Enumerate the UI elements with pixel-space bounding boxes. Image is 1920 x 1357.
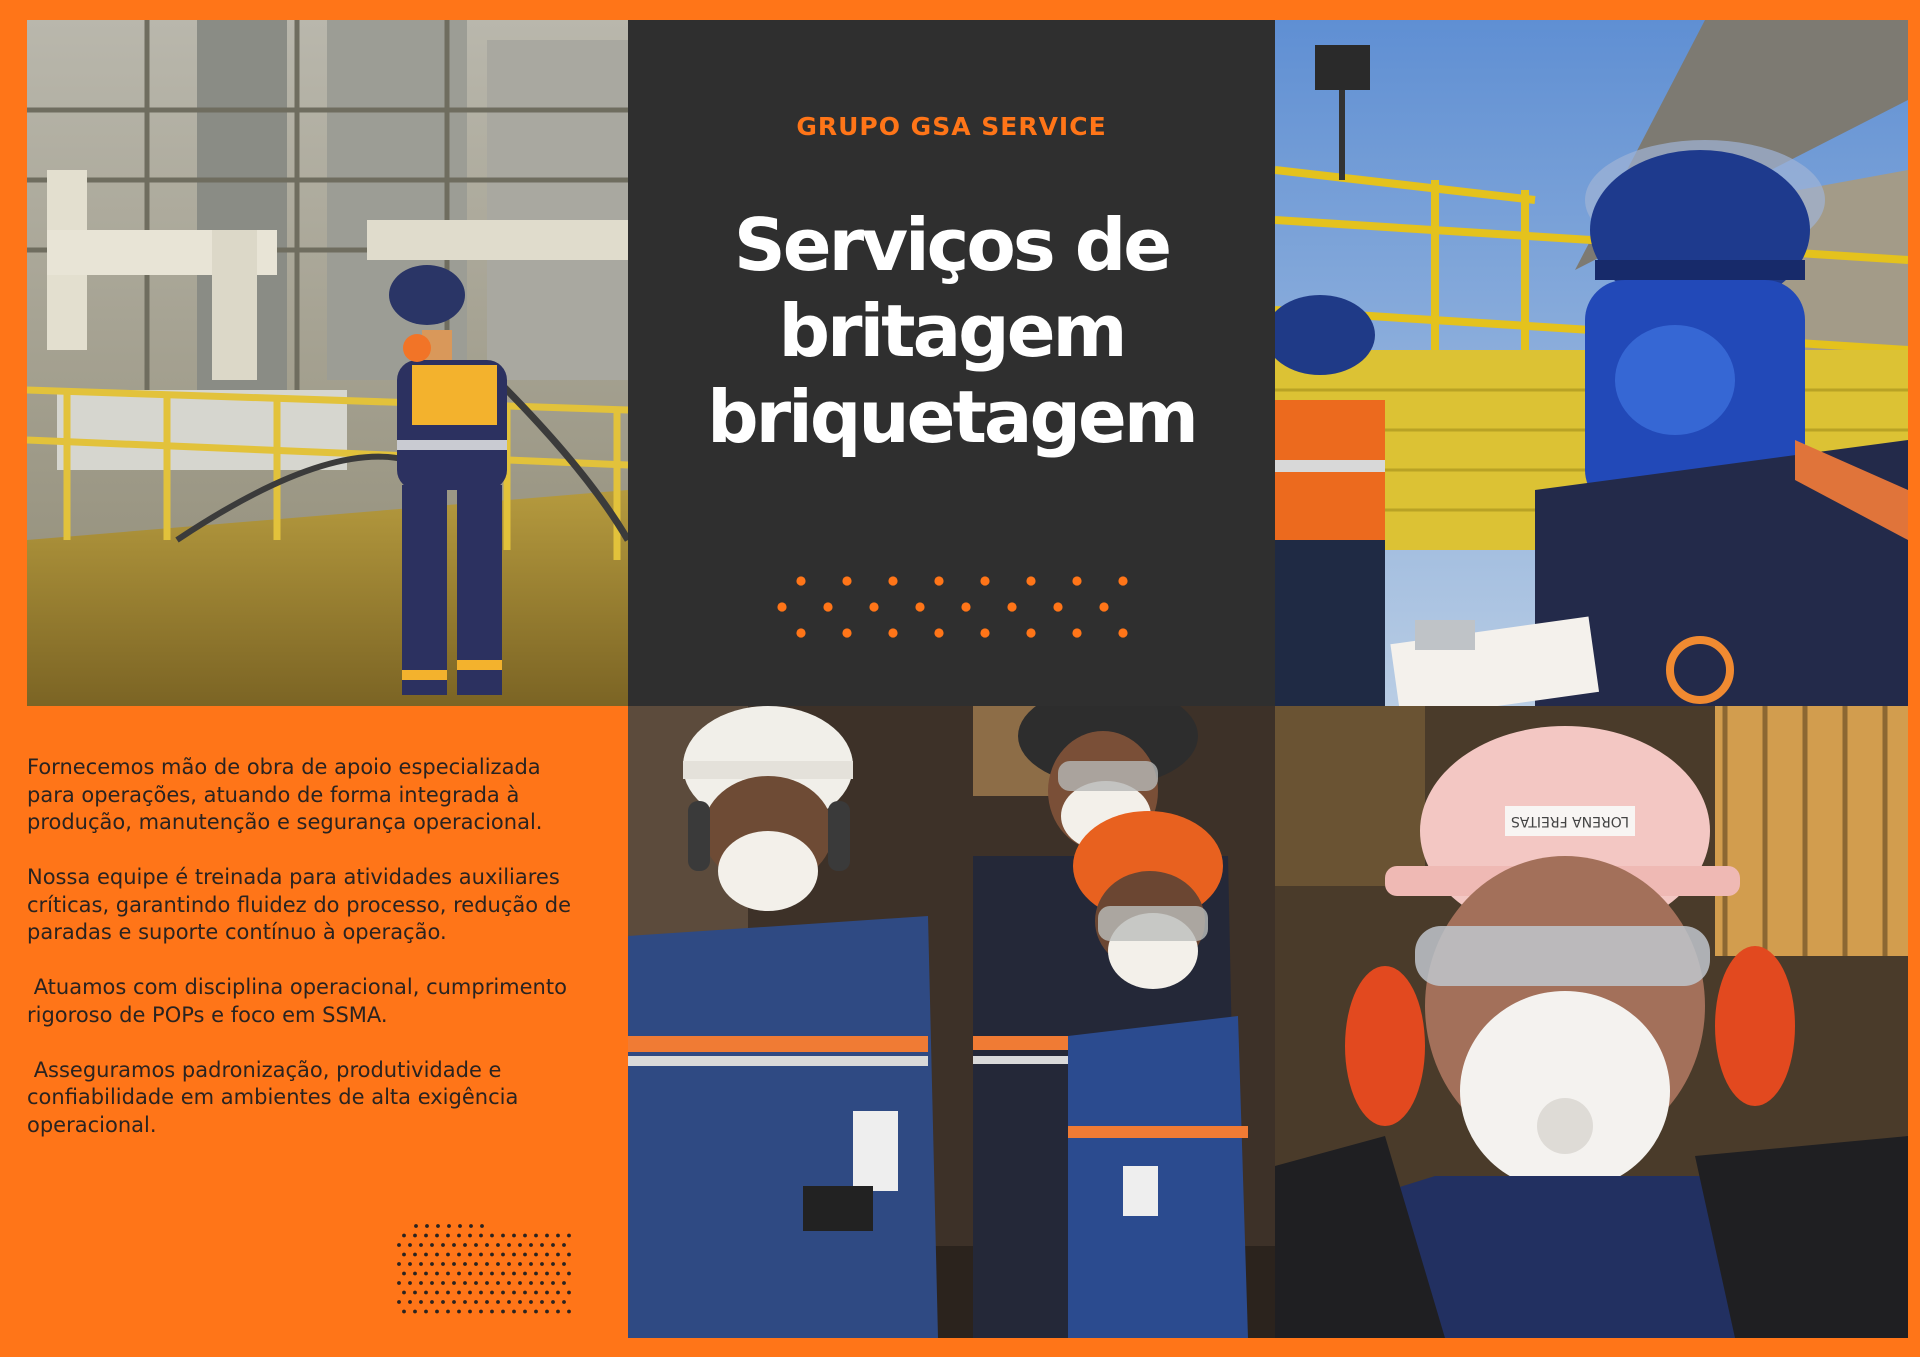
decorative-dot	[567, 1291, 571, 1295]
decorative-dot	[796, 576, 805, 585]
decorative-dot	[545, 1310, 549, 1314]
helmet-name-label-text: LORENA FREITAS	[1510, 813, 1630, 829]
decorative-dot	[446, 1291, 450, 1295]
brand-name: GRUPO GSA SERVICE	[796, 112, 1107, 141]
decorative-dot	[408, 1243, 412, 1247]
decorative-dot	[402, 1310, 406, 1314]
decorative-dot	[435, 1253, 439, 1257]
decorative-dot	[523, 1253, 527, 1257]
decorative-dot	[523, 1234, 527, 1238]
decorative-dot	[490, 1272, 494, 1276]
decorative-dot	[551, 1281, 555, 1285]
decorative-dot	[518, 1281, 522, 1285]
decorative-dot	[523, 1272, 527, 1276]
decorative-dot	[545, 1272, 549, 1276]
decorative-dot	[474, 1281, 478, 1285]
decorative-dot	[556, 1253, 560, 1257]
headline-line-2: britagem	[778, 289, 1125, 373]
decorative-dot	[402, 1291, 406, 1295]
decorative-dot	[469, 1224, 473, 1228]
decorative-dot	[1053, 602, 1062, 611]
photo-team-with-respirators-image	[628, 706, 1275, 1338]
decorative-dot	[562, 1243, 566, 1247]
decorative-dot-grid	[396, 1223, 576, 1314]
decorative-dot	[435, 1272, 439, 1276]
decorative-dot	[458, 1224, 462, 1228]
decorative-dot	[397, 1300, 401, 1304]
decorative-dot	[823, 602, 832, 611]
decorative-dot	[408, 1262, 412, 1266]
decorative-dot	[512, 1310, 516, 1314]
decorative-dot	[523, 1310, 527, 1314]
decorative-dot	[430, 1281, 434, 1285]
decorative-dot	[562, 1300, 566, 1304]
decorative-dot	[441, 1300, 445, 1304]
decorative-dot	[934, 628, 943, 637]
photo-workers-in-helmets	[1275, 20, 1908, 706]
decorative-dot	[480, 1224, 484, 1228]
decorative-dot	[490, 1253, 494, 1257]
decorative-dot	[479, 1253, 483, 1257]
decorative-dot	[534, 1272, 538, 1276]
decorative-dot	[534, 1234, 538, 1238]
decorative-dot	[501, 1234, 505, 1238]
decorative-dot	[888, 628, 897, 637]
decorative-dot	[452, 1281, 456, 1285]
decorative-dot	[425, 1224, 429, 1228]
decorative-dot	[545, 1291, 549, 1295]
decorative-dot	[446, 1272, 450, 1276]
decorative-dot	[518, 1262, 522, 1266]
decorative-dot	[540, 1243, 544, 1247]
decorative-dot	[463, 1262, 467, 1266]
decorative-dot	[474, 1300, 478, 1304]
decorative-dot	[490, 1234, 494, 1238]
decorative-dot	[980, 576, 989, 585]
decorative-dot	[413, 1272, 417, 1276]
decorative-dot-pattern	[768, 571, 1138, 651]
decorative-dot	[419, 1281, 423, 1285]
decorative-dot	[1072, 576, 1081, 585]
decorative-dot	[540, 1281, 544, 1285]
decorative-dot	[430, 1243, 434, 1247]
headline	[628, 202, 1275, 460]
decorative-dot	[402, 1272, 406, 1276]
decorative-dot	[402, 1253, 406, 1257]
decorative-dot	[501, 1272, 505, 1276]
photo-worker-with-hose-image	[27, 20, 628, 706]
decorative-dot	[496, 1300, 500, 1304]
decorative-dot	[397, 1243, 401, 1247]
decorative-dot	[474, 1262, 478, 1266]
decorative-dot	[479, 1234, 483, 1238]
decorative-dot	[777, 602, 786, 611]
decorative-dot	[397, 1281, 401, 1285]
photo-team-with-respirators	[628, 706, 1275, 1338]
body-copy	[27, 754, 582, 1167]
decorative-dot	[447, 1224, 451, 1228]
decorative-dot	[512, 1272, 516, 1276]
decorative-dot	[1118, 576, 1127, 585]
decorative-dot	[567, 1253, 571, 1257]
decorative-dot	[463, 1300, 467, 1304]
decorative-dot	[413, 1234, 417, 1238]
headline-line-1: Serviços de	[733, 203, 1170, 287]
body-paragraph-3: Atuamos com disciplina operacional, cumprimento rigoroso de POPs e foco em SSMA.	[27, 975, 574, 1027]
body-paragraph-1: Fornecemos mão de obra de apoio especializada para operações, atuando de forma integrada à produção, manutenção e segurança operacional.	[27, 755, 548, 834]
decorative-dot	[551, 1243, 555, 1247]
decorative-dot	[479, 1272, 483, 1276]
decorative-dot	[457, 1272, 461, 1276]
decorative-dot	[424, 1253, 428, 1257]
decorative-dot	[556, 1291, 560, 1295]
decorative-dot	[556, 1272, 560, 1276]
decorative-dot	[1118, 628, 1127, 637]
decorative-dot	[1072, 628, 1081, 637]
decorative-dot	[501, 1291, 505, 1295]
decorative-dot	[501, 1253, 505, 1257]
photo-worker-selfie-image	[1275, 706, 1908, 1338]
decorative-dot	[540, 1262, 544, 1266]
decorative-dot	[474, 1243, 478, 1247]
decorative-dot	[441, 1243, 445, 1247]
decorative-dot	[479, 1291, 483, 1295]
decorative-dot	[408, 1281, 412, 1285]
decorative-dot	[413, 1291, 417, 1295]
decorative-dot	[915, 602, 924, 611]
decorative-dot	[419, 1300, 423, 1304]
decorative-dot	[457, 1253, 461, 1257]
decorative-dot	[452, 1262, 456, 1266]
decorative-dot	[490, 1310, 494, 1314]
decorative-dot	[424, 1310, 428, 1314]
decorative-dot	[468, 1291, 472, 1295]
decorative-dot	[485, 1281, 489, 1285]
decorative-dot	[397, 1262, 401, 1266]
decorative-dot	[961, 602, 970, 611]
decorative-dot	[446, 1310, 450, 1314]
decorative-dot	[534, 1310, 538, 1314]
decorative-dot	[507, 1262, 511, 1266]
photo-workers-in-helmets-image	[1275, 20, 1908, 706]
decorative-dot	[551, 1262, 555, 1266]
decorative-dot	[523, 1291, 527, 1295]
decorative-dot	[507, 1300, 511, 1304]
decorative-dot	[567, 1310, 571, 1314]
decorative-dot	[1026, 628, 1035, 637]
decorative-dot	[545, 1234, 549, 1238]
decorative-dot	[534, 1291, 538, 1295]
decorative-dot	[490, 1291, 494, 1295]
decorative-dot	[1007, 602, 1016, 611]
decorative-dot	[424, 1291, 428, 1295]
decorative-dot	[496, 1262, 500, 1266]
decorative-dot	[518, 1300, 522, 1304]
decorative-dot	[446, 1253, 450, 1257]
decorative-dot	[435, 1310, 439, 1314]
decorative-dot	[1099, 602, 1108, 611]
decorative-dot	[507, 1281, 511, 1285]
decorative-dot	[562, 1281, 566, 1285]
decorative-dot	[402, 1234, 406, 1238]
decorative-dot	[869, 602, 878, 611]
decorative-dot	[529, 1262, 533, 1266]
body-paragraph-2: Nossa equipe é treinada para atividades auxiliares críticas, garantindo fluidez do processo, redução de paradas e suporte contínuo à operação.	[27, 865, 578, 944]
decorative-dot	[888, 576, 897, 585]
decorative-dot	[545, 1253, 549, 1257]
decorative-dot	[842, 628, 851, 637]
title-panel	[628, 20, 1275, 706]
decorative-dot	[468, 1234, 472, 1238]
decorative-dot	[529, 1300, 533, 1304]
decorative-dot	[424, 1234, 428, 1238]
decorative-dot	[441, 1262, 445, 1266]
decorative-dot	[551, 1300, 555, 1304]
decorative-dot	[414, 1224, 418, 1228]
decorative-dot	[562, 1262, 566, 1266]
decorative-dot	[496, 1243, 500, 1247]
decorative-dot	[430, 1300, 434, 1304]
decorative-dot	[529, 1243, 533, 1247]
decorative-dot	[463, 1281, 467, 1285]
decorative-dot	[485, 1262, 489, 1266]
decorative-dot	[512, 1253, 516, 1257]
decorative-dot	[457, 1234, 461, 1238]
decorative-dot	[430, 1262, 434, 1266]
decorative-dot	[468, 1310, 472, 1314]
decorative-dot	[1026, 576, 1035, 585]
decorative-dot	[512, 1234, 516, 1238]
decorative-dot	[842, 576, 851, 585]
decorative-dot	[518, 1243, 522, 1247]
decorative-dot	[457, 1291, 461, 1295]
decorative-dot	[419, 1243, 423, 1247]
decorative-dot	[540, 1300, 544, 1304]
decorative-dot	[446, 1234, 450, 1238]
decorative-dot	[413, 1310, 417, 1314]
decorative-dot	[796, 628, 805, 637]
decorative-dot	[424, 1272, 428, 1276]
body-paragraph-4: Asseguramos padronização, produtividade e confiabilidade em ambientes de alta exigência operacional.	[27, 1057, 526, 1137]
photo-worker-with-hose	[27, 20, 628, 706]
decorative-dot	[435, 1291, 439, 1295]
decorative-dot	[479, 1310, 483, 1314]
decorative-dot	[413, 1253, 417, 1257]
decorative-dot	[556, 1310, 560, 1314]
decorative-dot	[529, 1281, 533, 1285]
decorative-dot	[934, 576, 943, 585]
decorative-dot	[485, 1243, 489, 1247]
decorative-dot	[485, 1300, 489, 1304]
decorative-dot	[501, 1310, 505, 1314]
decorative-dot	[452, 1300, 456, 1304]
decorative-dot	[534, 1253, 538, 1257]
decorative-dot	[567, 1272, 571, 1276]
decorative-dot	[567, 1234, 571, 1238]
decorative-dot	[435, 1234, 439, 1238]
decorative-dot	[419, 1262, 423, 1266]
decorative-dot	[556, 1234, 560, 1238]
decorative-dot	[408, 1300, 412, 1304]
decorative-dot	[463, 1243, 467, 1247]
decorative-dot	[441, 1281, 445, 1285]
decorative-dot	[980, 628, 989, 637]
decorative-dot	[507, 1243, 511, 1247]
decorative-dot	[457, 1310, 461, 1314]
decorative-dot	[468, 1253, 472, 1257]
decorative-dot	[468, 1272, 472, 1276]
headline-line-3: briquetagem	[707, 375, 1196, 459]
decorative-dot	[436, 1224, 440, 1228]
decorative-dot	[452, 1243, 456, 1247]
decorative-dot	[512, 1291, 516, 1295]
photo-worker-selfie	[1275, 706, 1908, 1338]
decorative-dot	[496, 1281, 500, 1285]
